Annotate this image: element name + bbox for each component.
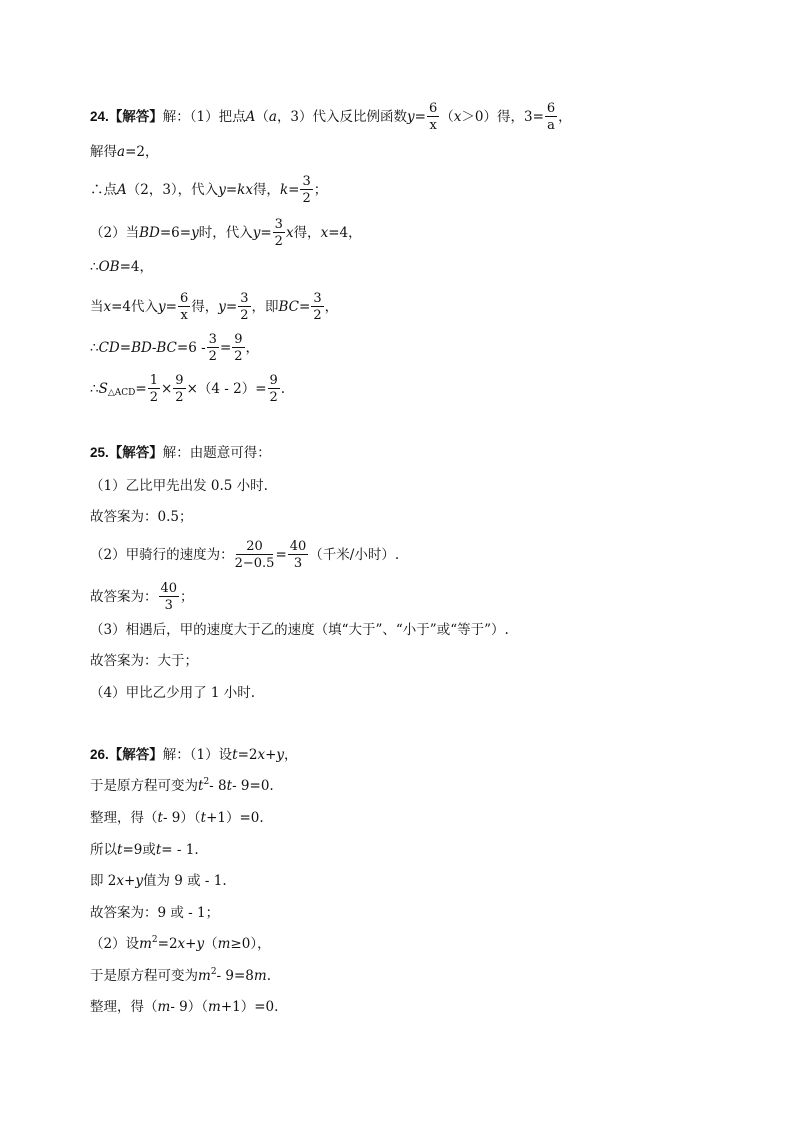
q26-line-3 [90, 808, 264, 828]
text: ， [284, 747, 298, 763]
frac-num: 3 [313, 291, 322, 306]
var: x [453, 109, 462, 125]
var: t [117, 842, 123, 858]
text: =4， [119, 259, 153, 275]
answer-tag: 【解答】 [108, 445, 163, 461]
var: y [252, 225, 261, 241]
q25-line-7 [90, 651, 198, 671]
superscript: 2 [210, 967, 217, 977]
fraction [232, 333, 244, 363]
question-number: 24. [90, 109, 109, 124]
frac-den: a [547, 118, 555, 133]
answer-tag: 【解答】 [108, 109, 163, 125]
question-number: 25. [90, 445, 109, 460]
frac-den: 2 [240, 308, 249, 323]
q25-line-2 [90, 476, 268, 496]
q26-line-6 [90, 903, 219, 923]
var: y [407, 109, 415, 125]
text: ∴ [90, 381, 99, 397]
q26-line-9 [90, 997, 278, 1017]
text: ； [313, 182, 328, 198]
q26-line-2 [90, 776, 274, 796]
frac-num: 1 [149, 373, 158, 388]
text: 解得 [90, 144, 117, 160]
fraction [148, 374, 160, 404]
var: t [157, 810, 163, 826]
text: 于是原方程可变为 [90, 778, 198, 794]
text: =6 - [176, 340, 206, 356]
frac-num: 9 [234, 332, 243, 347]
text: （千米/小时）. [309, 547, 400, 563]
frac-num: 3 [240, 291, 249, 306]
text: =4， [328, 225, 362, 241]
text: 即 2 [90, 873, 117, 889]
var: x+y [116, 873, 143, 889]
text: =2， [125, 144, 159, 160]
text: = [225, 299, 238, 315]
frac-num: 3 [208, 332, 217, 347]
text: （3）相遇后，甲的速度大于乙的速度（填“大于”、“小于”或“等于”）. [90, 622, 509, 638]
frac-den: 2 [269, 390, 278, 405]
var: A [117, 182, 127, 198]
text: - 9）（ [162, 810, 201, 826]
frac-den: 2 [302, 191, 311, 206]
text: = [414, 109, 426, 125]
text: （1）乙比甲先出发 0.5 小时. [90, 478, 268, 494]
text: × [160, 381, 173, 397]
text: +1）=0. [220, 999, 279, 1015]
text: 故答案为：9 或 - 1； [90, 905, 220, 921]
text: = [225, 182, 238, 198]
frac-den: 3 [164, 598, 173, 613]
fraction [300, 175, 312, 205]
var: A [245, 109, 256, 125]
var: x [103, 299, 112, 315]
var: m [253, 968, 267, 984]
text: =2 [237, 747, 258, 763]
fraction [159, 582, 180, 612]
frac-num: 20 [236, 540, 273, 555]
var: x+y [177, 936, 205, 952]
fraction [178, 292, 190, 322]
text: 所以 [90, 842, 117, 858]
text: = - 1. [161, 842, 199, 858]
q26-line-8 [90, 966, 271, 986]
frac-num: 40 [160, 581, 178, 596]
text: = [135, 381, 147, 397]
frac-num: 40 [289, 539, 307, 554]
text: ， [558, 109, 572, 125]
text: = [275, 547, 287, 563]
frac-den: 2 [149, 390, 158, 405]
var: BC [278, 299, 300, 315]
text: ×（4 - 2）= [186, 381, 267, 397]
text: 得， [252, 182, 280, 198]
text: 于是原方程可变为 [90, 968, 198, 984]
var: k [279, 182, 289, 198]
q24-line-8 [90, 374, 285, 404]
q26-line-7 [90, 934, 271, 954]
q24-line-1 [90, 102, 572, 132]
var: BD [139, 225, 160, 241]
var: m [139, 936, 152, 952]
text: - 9=8 [216, 968, 254, 984]
text: =6= [159, 225, 192, 241]
frac-den: 2 [175, 390, 184, 405]
text: - 9）（ [170, 999, 209, 1015]
var: BD [131, 340, 152, 356]
text: 解：由题意可得： [162, 445, 271, 461]
text: ，3）代入反比例函数 [276, 109, 408, 125]
var: a [268, 109, 277, 125]
q26-line-1 [90, 745, 298, 765]
text: 整理，得（ [90, 810, 158, 826]
text: +1）=0. [206, 810, 264, 826]
text: =9或 [122, 842, 156, 858]
q24-line-4 [90, 218, 362, 248]
var: m [217, 936, 231, 952]
text: ≥0）， [230, 936, 271, 952]
var: x+y [257, 747, 285, 763]
fraction [235, 540, 275, 570]
q24-line-2 [90, 142, 158, 162]
text: - 9=0. [232, 778, 274, 794]
q25-line-8 [90, 683, 255, 703]
fraction [273, 218, 285, 248]
text: （2）设 [90, 936, 140, 952]
frac-den: 2 [274, 234, 283, 249]
var: t [200, 810, 207, 826]
text: 故答案为：0.5； [90, 509, 193, 525]
text: （2，3），代入 [126, 182, 219, 198]
text: ∴ [90, 259, 99, 275]
fraction [207, 333, 219, 363]
var: y [158, 299, 166, 315]
var: y [191, 225, 199, 241]
superscript: 2 [151, 935, 158, 945]
text: . [280, 381, 286, 397]
text: ＞0）得，3= [461, 109, 544, 125]
q25-line-4 [90, 540, 399, 570]
q25-line-6 [90, 620, 509, 640]
subscript: △ACD [107, 388, 136, 398]
fraction [288, 540, 309, 570]
text: = [219, 340, 232, 356]
frac-num: 6 [428, 101, 438, 116]
text: （ [255, 109, 269, 125]
frac-num: 9 [269, 373, 278, 388]
text: 解：（1）设 [162, 747, 233, 763]
text: 得， [293, 225, 321, 241]
fraction [238, 292, 250, 322]
fraction [173, 374, 185, 404]
text: - 8 [209, 778, 227, 794]
text: ， [324, 299, 339, 315]
text: 得， [191, 299, 219, 315]
text: 时，代入 [198, 225, 253, 241]
fraction [427, 102, 439, 132]
text: = [165, 299, 177, 315]
var: BC [156, 340, 177, 356]
frac-num: 3 [302, 174, 311, 189]
q25-line-5 [90, 582, 194, 612]
var: y [218, 299, 226, 315]
frac-den: 2 [234, 349, 243, 364]
var: t [232, 747, 238, 763]
var: t [155, 842, 162, 858]
text: ； [180, 589, 194, 605]
q25-line-3 [90, 507, 192, 527]
var: S [98, 381, 108, 397]
q26-line-5 [90, 871, 227, 891]
var: t [198, 778, 204, 794]
frac-num: 9 [175, 373, 184, 388]
text: =2 [157, 936, 178, 952]
text: 故答案为： [90, 589, 158, 605]
fraction [311, 292, 323, 322]
text: 整理，得（ [90, 999, 158, 1015]
frac-den: 2 [208, 349, 217, 364]
frac-den: x [429, 118, 437, 133]
frac-num: 3 [274, 217, 283, 232]
text: （2）当 [90, 225, 140, 241]
text: ∴点 [90, 182, 117, 198]
var: a [117, 144, 126, 160]
var: x [320, 225, 329, 241]
text: = [260, 225, 272, 241]
q26-line-4 [90, 840, 199, 860]
text: 故答案为：大于； [90, 653, 198, 669]
q24-line-3 [90, 175, 327, 205]
var: m [198, 968, 211, 984]
frac-den: x [180, 308, 188, 323]
var: x [285, 225, 294, 241]
text: =4代入 [111, 299, 159, 315]
text: 解：（1）把点 [162, 109, 246, 125]
question-number: 26. [90, 747, 109, 762]
frac-num: 6 [546, 101, 556, 116]
q24-line-7 [90, 333, 259, 363]
answer-tag: 【解答】 [108, 747, 163, 763]
text: . [266, 968, 271, 984]
text: = [299, 299, 311, 315]
text: - [151, 340, 157, 356]
fraction [545, 102, 557, 132]
q25-line-1 [90, 443, 271, 463]
var: m [157, 999, 171, 1015]
text: 值为 9 或 - 1. [142, 873, 227, 889]
q24-line-6 [90, 292, 338, 322]
superscript: 2 [203, 777, 210, 787]
var: y [218, 182, 226, 198]
var: m [208, 999, 221, 1015]
var: t [226, 778, 233, 794]
var: OB [98, 259, 120, 275]
frac-den: 2−0.5 [234, 556, 275, 571]
text: ， [245, 340, 260, 356]
text: = [288, 182, 300, 198]
frac-den: 2 [313, 308, 322, 323]
text: ∴ [90, 340, 99, 356]
text: = [119, 340, 132, 356]
q24-line-5 [90, 257, 153, 277]
text: （2）甲骑行的速度为： [90, 547, 234, 563]
text: （4）甲比乙少用了 1 小时. [90, 685, 256, 701]
frac-num: 6 [179, 291, 189, 306]
var: CD [98, 340, 120, 356]
text: （ [440, 109, 454, 125]
text: 当 [90, 299, 104, 315]
text: （ [204, 936, 218, 952]
var: kx [237, 182, 253, 198]
fraction [268, 374, 280, 404]
frac-den: 3 [293, 556, 303, 571]
text: ，即 [251, 299, 279, 315]
